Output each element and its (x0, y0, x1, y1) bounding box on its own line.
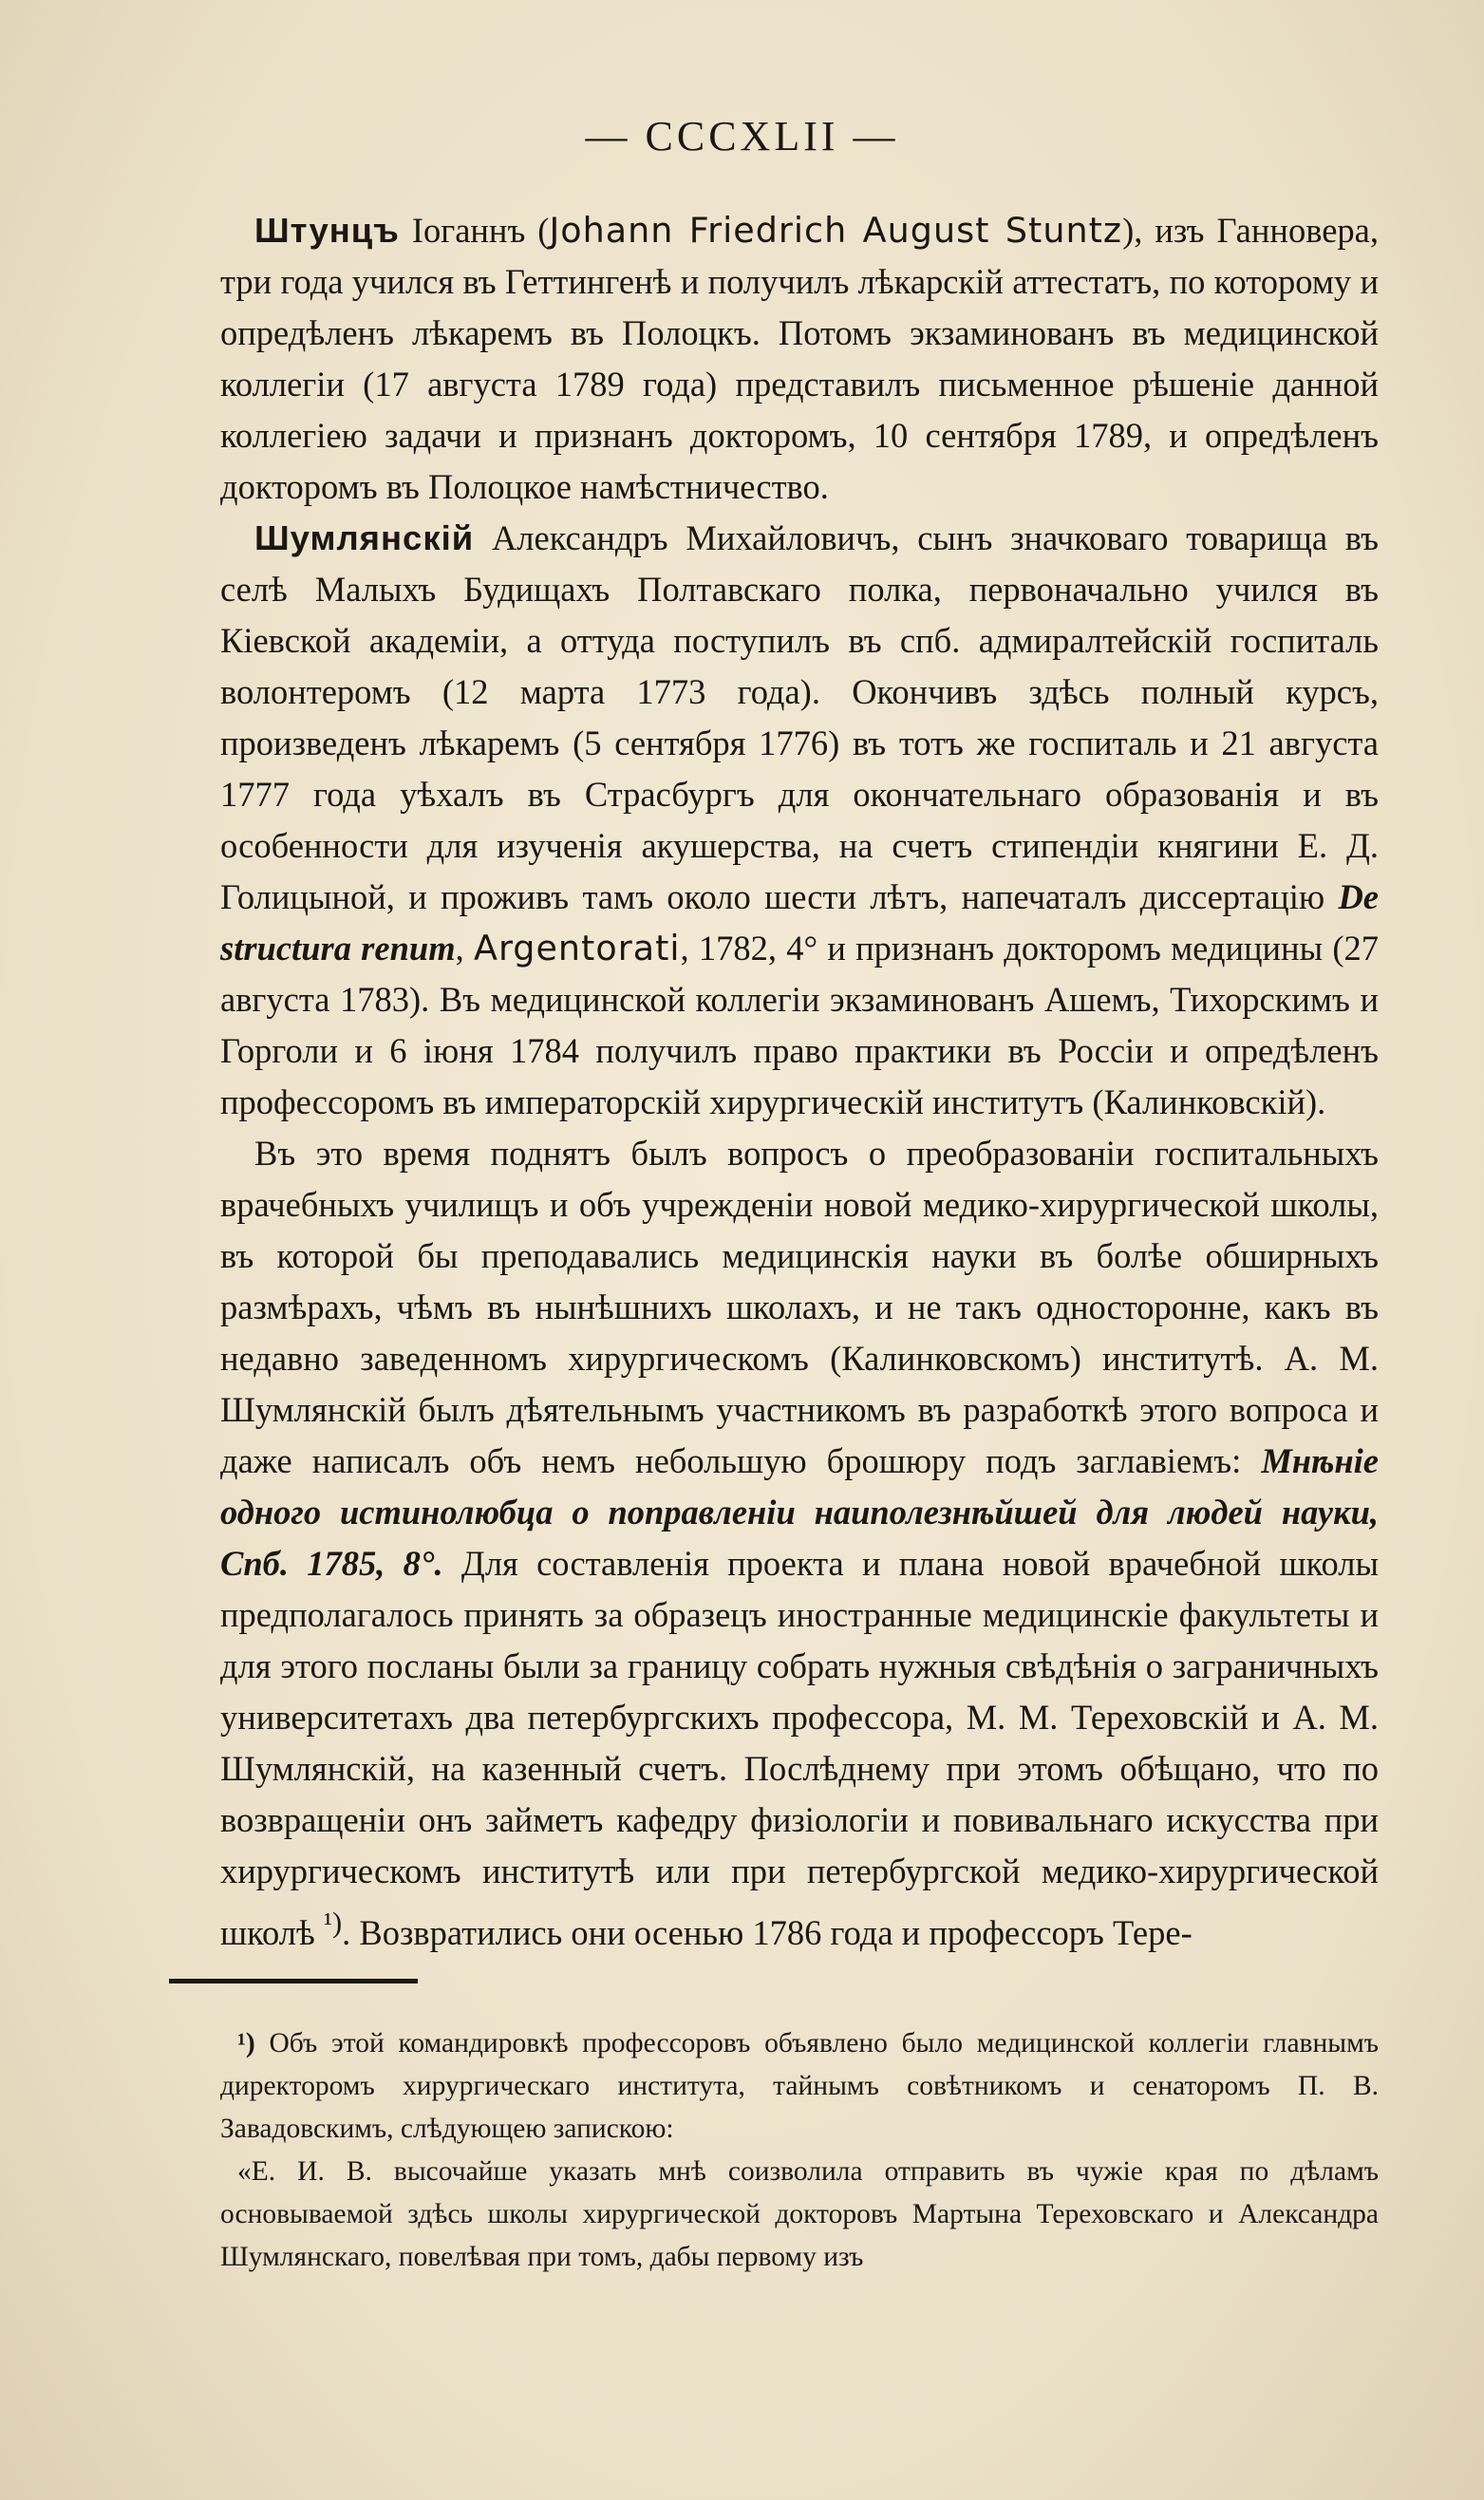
footnotes (220, 2022, 1379, 2279)
paragraph-3-text-2: Для составленія проекта и плана новой врачебной школы предполагалось принять за образецъ иностранные медицинскіе факультеты и для этого посланы были за границу собрать нужныя свѣдѣнія о заграничныхъ университетахъ два петербургскихъ профессора, М. М. Тереховскій и А. М. Шумлянскій, на казенный счетъ. Послѣднему при этомъ обѣщано, что по возвращеніи онъ займетъ кафедру физіологіи и повивальнаго искусства при хирургическомъ институтѣ или при петербургской медико-хирургической школѣ (220, 1544, 1379, 1953)
entry-shumlyansky (220, 513, 1379, 1128)
entry-stuntz-text: ), изъ Ганновера, три года учился въ Геттингенѣ и получилъ лѣкарскій аттестатъ, по которому и опредѣленъ лѣкаремъ въ Полоцкъ. Потомъ экзаминованъ въ медицинской коллегіи (17 августа 1789 года) представилъ письменное рѣшеніе данной коллегіею задачи и признанъ докторомъ, 10 сентября 1789, и опредѣленъ докторомъ въ Полоцкое намѣстничество. (220, 211, 1379, 506)
footnote-1-quote: «Е. И. В. высочайше указать мнѣ соизволила отправить въ чужіе края по дѣламъ основываемой здѣсь школы хирургической докторовъ Мартына Тереховскаго и Александра Шумлянскаго, повелѣвая при томъ, дабы первому изъ (220, 2156, 1379, 2272)
entry-stuntz-intro: Іоганнъ ( (399, 211, 550, 250)
entry-shumlyansky-text-1: Александръ Михайловичъ, сынъ значковаго товарища въ селѣ Малыхъ Будищахъ Полтавскаго полка, первоначально учился въ Кіевской академіи, а оттуда поступилъ въ спб. адмиралтейскій госпиталь волонтеромъ (12 марта 1773 года). Окончивъ здѣсь полный курсъ, произведенъ лѣкаремъ (5 сентября 1776) въ тотъ же госпиталь и 21 августа 1777 года уѣхалъ въ Страсбургъ для окончательнаго образованія и въ особенности для изученія акушерства, на счетъ стипендіи княгини Е. Д. Голицыной, и проживъ тамъ около шести лѣтъ, напечаталъ диссертацію (220, 518, 1379, 916)
entry-shumlyansky-text-3: , 1782, 4° и признанъ докторомъ медицины (27 августа 1783). Въ медицинской коллегіи экзаминованъ Ашемъ, Тихорскимъ и Горголи и 6 іюня 1784 получилъ право практики въ Россіи и опредѣленъ профессоромъ въ императорскій хирургическій институтъ (Калинковскій). (220, 929, 1380, 1121)
entry-stuntz (220, 205, 1379, 513)
footnote-divider (169, 1979, 418, 1983)
brochure-title: Мнѣніе одного истинолюбца о поправленіи наиполезнѣйшей для людей науки, Спб. 1785, 8°. (220, 1441, 1379, 1583)
page-number: — CCCXLII — (585, 113, 899, 160)
paragraph-school-reform (220, 1128, 1379, 1959)
footnote-1 (220, 2022, 1379, 2151)
dissertation-title: De structura renum (220, 877, 1379, 968)
entry-shumlyansky-text-2: , (455, 929, 474, 968)
entry-stuntz-latin-name: Johann Friedrich August Stuntz (549, 210, 1123, 251)
paragraph-3-text-1: Въ это время поднятъ былъ вопросъ о преобразованіи госпитальныхъ врачебныхъ училищъ и объ учрежденіи новой медико-хирургической школы, въ которой бы преподавались медицинскія науки въ болѣе обширныхъ размѣрахъ, чѣмъ въ нынѣшнихъ школахъ, и не такъ односторонне, какъ въ недавно заведенномъ хирургическомъ (Калинковскомъ) институтѣ. А. М. Шумлянскій былъ дѣятельнымъ участникомъ въ разработкѣ этого вопроса и даже написалъ объ немъ небольшую брошюру подъ заглавіемъ: (220, 1134, 1379, 1480)
entry-name-stuntz: Штунцъ (254, 211, 400, 250)
entry-name-shumlyansky: Шумлянскій (254, 518, 475, 557)
footnote-1-text: Объ этой командировкѣ профессоровъ объявлено было медицинской коллегіи главнымъ директоромъ хирургическаго института, тайнымъ совѣтникомъ и сенаторомъ П. В. Завадовскимъ, слѣдующею запискою: (220, 2028, 1379, 2144)
paragraph-3-text-3: . Возвратились они осенью 1786 года и профессоръ Тере- (342, 1913, 1193, 1953)
publication-place: Argentorati (473, 928, 681, 968)
main-text (220, 205, 1379, 1959)
footnote-1-marker: ¹) (237, 2028, 255, 2058)
footnote-ref: ¹) (323, 1907, 343, 1939)
